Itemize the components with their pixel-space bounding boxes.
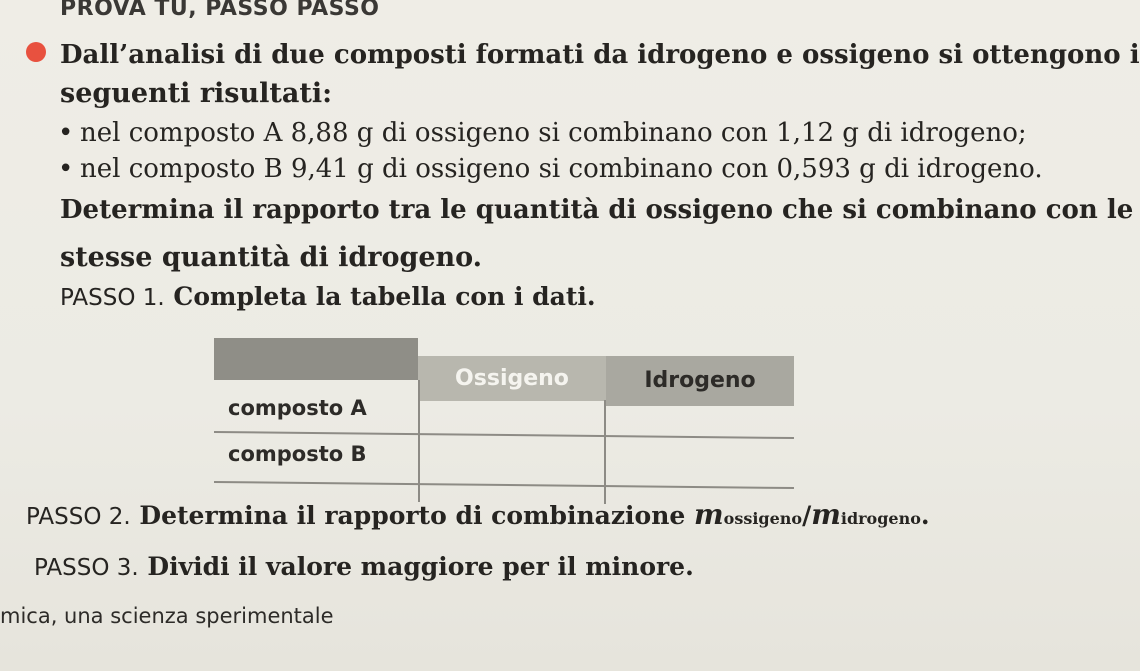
question-line-1: Determina il rapporto tra le quantità di ossigeno che si combinano con le: [60, 195, 1134, 225]
table-col-divider: [418, 380, 420, 502]
cell-b-ossigeno[interactable]: [420, 450, 604, 494]
period: .: [920, 501, 930, 530]
table-row-label-a: composto A: [228, 396, 367, 420]
step-1-text: Completa la tabella con i dati.: [173, 282, 596, 311]
step-3-text: Dividi il valore maggiore per il minore.: [147, 552, 694, 581]
step-3-label: PASSO 3.: [34, 555, 139, 581]
intro-line-1: Dall’analisi di due composti formati da idrogeno e ossigeno si ottengono i: [60, 40, 1140, 70]
bullet-icon: •: [58, 118, 74, 148]
step-1: [60, 282, 596, 311]
section-title: PROVA TU, PASSO PASSO: [60, 0, 380, 21]
bullet-item: [58, 154, 1043, 184]
cell-a-idrogeno[interactable]: [608, 406, 792, 448]
step-2: [26, 498, 930, 531]
bullet-item: [58, 118, 1027, 148]
math-m: m: [811, 498, 841, 531]
step-2-label: PASSO 2.: [26, 504, 131, 530]
table-header-ossigeno: Ossigeno: [418, 356, 606, 401]
bullet-text: nel composto A 8,88 g di ossigeno si combinano con 1,12 g di idrogeno;: [80, 118, 1027, 148]
page-footer: mica, una scienza sperimentale: [0, 604, 334, 628]
bullet-text: nel composto B 9,41 g di ossigeno si combinano con 0,593 g di idrogeno.: [80, 154, 1043, 184]
step-2-text: Determina il rapporto di combinazione: [139, 501, 694, 530]
cell-a-ossigeno[interactable]: [420, 402, 604, 444]
subscript: idrogeno: [840, 509, 921, 528]
exercise-marker-icon: [26, 42, 46, 62]
question-line-2: stesse quantità di idrogeno.: [60, 242, 483, 273]
table-row-label-b: composto B: [228, 442, 367, 466]
table-header-blank: [214, 338, 418, 380]
cell-b-idrogeno[interactable]: [608, 454, 792, 498]
bullet-icon: •: [58, 154, 74, 184]
table-header-idrogeno: Idrogeno: [606, 356, 794, 406]
data-table: [214, 338, 794, 508]
subscript: ossigeno: [723, 509, 803, 528]
math-m: m: [694, 498, 724, 531]
step-3: [34, 552, 694, 581]
slash: /: [802, 501, 812, 530]
intro-line-2: seguenti risultati:: [60, 78, 333, 109]
step-1-label: PASSO 1.: [60, 285, 165, 311]
table-col-divider: [604, 400, 606, 504]
